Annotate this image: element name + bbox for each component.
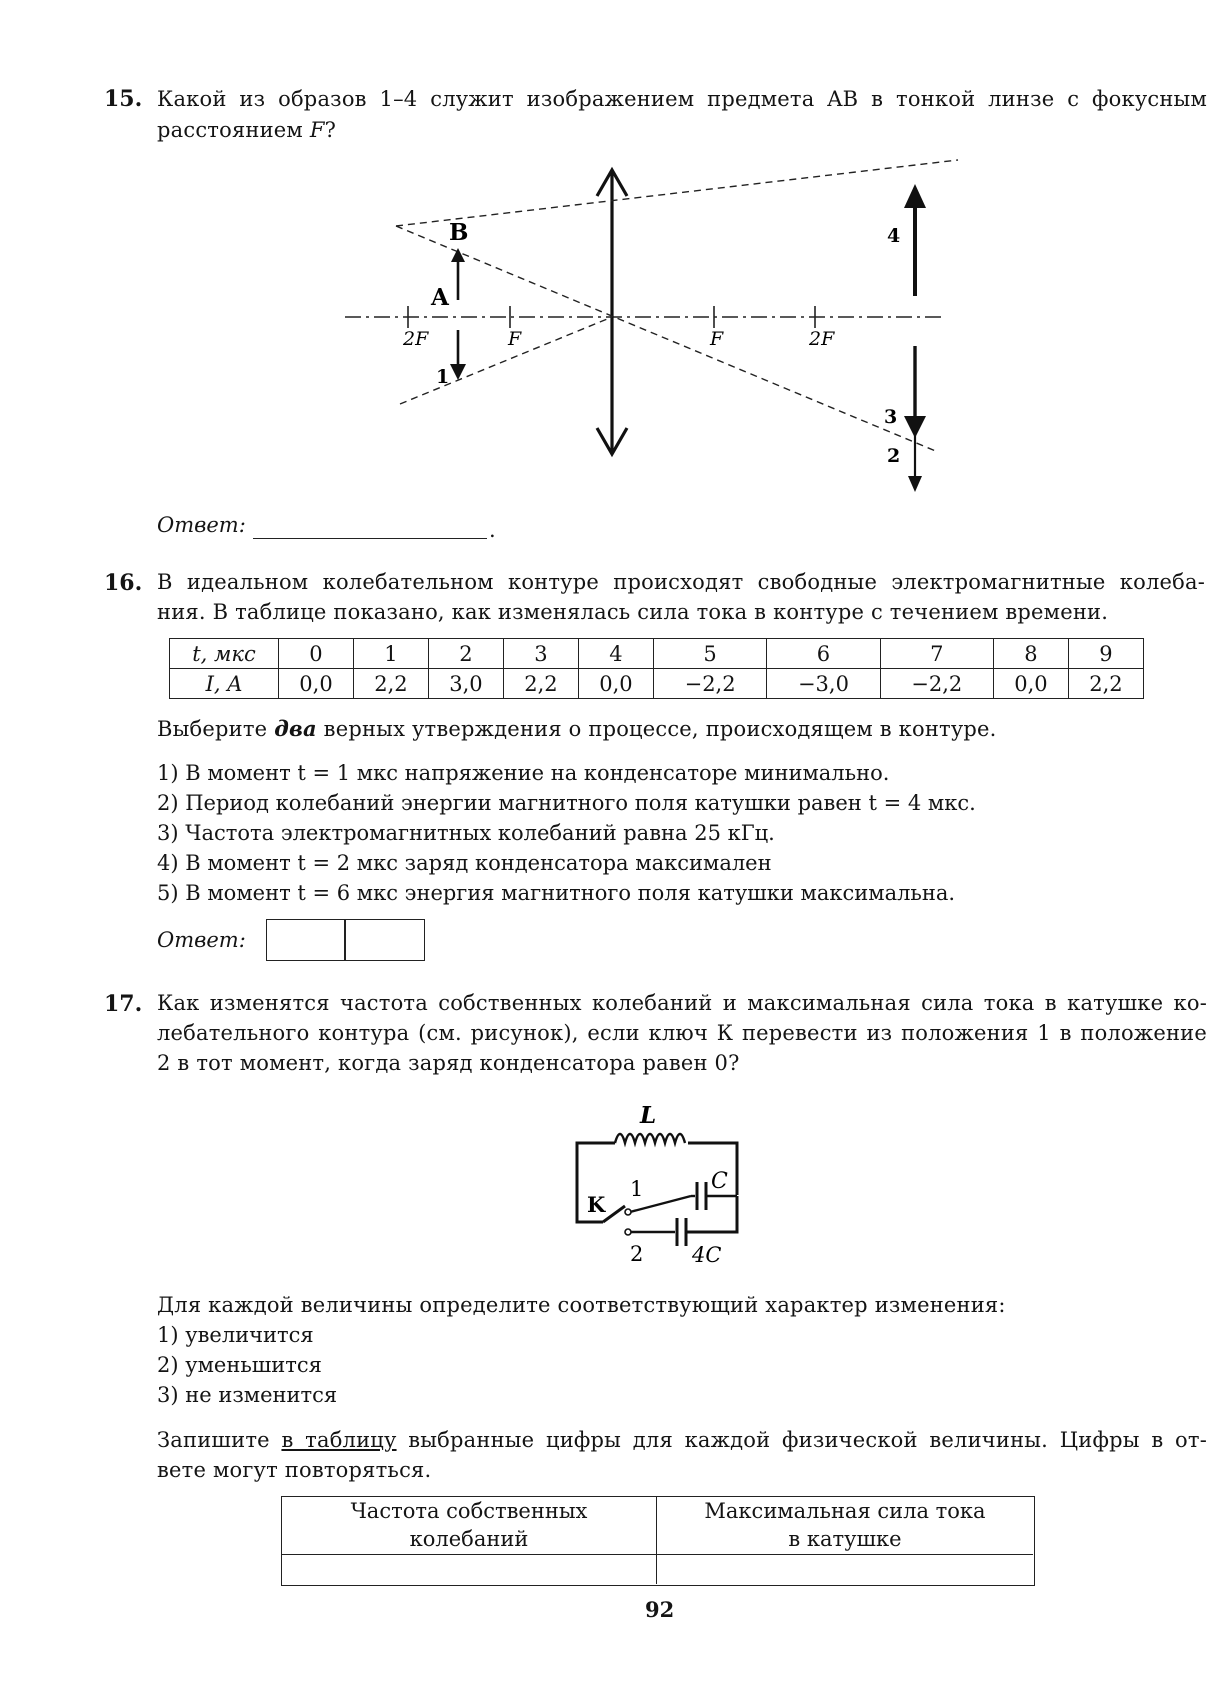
wire-4c-right: [686, 1196, 737, 1232]
q17-text-line1: Как изменятся частота собственных колебаний и максимальная сила тока в катушке ко-: [157, 991, 1207, 1015]
q17-choice: 1) увеличится: [157, 1323, 314, 1347]
q16-instruction: [157, 714, 997, 744]
q17-prompt: Для каждой величины определите соответствующий характер изменения:: [157, 1293, 1006, 1317]
image-2-arrowhead: [908, 476, 922, 492]
cell-t: 9: [1068, 639, 1143, 669]
cell-i: 2,2: [1068, 669, 1143, 699]
q16-option[interactable]: 2) Период колебаний энергии магнитного поля катушки равен t = 4 мкс.: [157, 791, 976, 815]
label-pos-1: 1: [630, 1177, 644, 1201]
q17-answer-table: [281, 1496, 1035, 1586]
q16-answer-label: Ответ:: [157, 928, 246, 952]
cell-i: 2,2: [503, 669, 578, 699]
ray-lower-left: [400, 317, 612, 404]
cell-t: 3: [503, 639, 578, 669]
label-k: K: [587, 1192, 606, 1217]
q16-option[interactable]: 5) В момент t = 6 мкс энергия магнитного поля катушки максимальна.: [157, 881, 956, 905]
label-3: 3: [884, 406, 898, 428]
table-row-time: [170, 639, 1144, 669]
q16-instruction-pre: Выберите: [157, 717, 275, 741]
q17-col2-line2: в катушке: [788, 1527, 902, 1551]
q17-choice: 3) не изменится: [157, 1383, 338, 1407]
switch-contact-1: [625, 1209, 631, 1215]
q17-col2-line1: Максимальная сила тока: [704, 1499, 986, 1523]
cell-t: 5: [653, 639, 766, 669]
cell-i: −2,2: [880, 669, 993, 699]
q17-col1-header: [282, 1497, 657, 1555]
q15-line2-var: F: [309, 118, 325, 142]
q16-text-line2: ния. В таблице показано, как изменялась сила тока в контуре с течением времени.: [157, 600, 1109, 624]
label-2: 2: [887, 445, 901, 467]
cell-i: 0,0: [993, 669, 1068, 699]
q17-col1-line1: Частота собственных: [350, 1499, 588, 1523]
label-f-left: F: [508, 328, 522, 350]
q17-write-line1: [157, 1425, 1207, 1455]
ray-upper: [396, 160, 958, 226]
q17-text-line3: 2 в тот момент, когда заряд конденсатора равен 0?: [157, 1051, 740, 1075]
row-header-current: I, A: [170, 669, 279, 699]
cell-t: 0: [279, 639, 354, 669]
cell-i: 0,0: [578, 669, 653, 699]
q15-answer-label: Ответ:: [157, 513, 246, 537]
q17-write-post: выбранные цифры для каждой физической величины. Цифры в от-: [396, 1428, 1207, 1452]
cell-t: 4: [578, 639, 653, 669]
q16-text-line1: В идеальном колебательном контуре происходят свободные электромагнитные колеба-: [157, 570, 1205, 594]
q17-answer-cell-1[interactable]: [282, 1555, 657, 1584]
label-4c: 4C: [692, 1243, 722, 1267]
circuit-diagram: [0, 1090, 1222, 1270]
q16-option[interactable]: 1) В момент t = 1 мкс напряжение на конденсаторе минимально.: [157, 761, 890, 785]
row-header-time: t, мкс: [170, 639, 279, 669]
q15-text-line1: Какой из образов 1–4 служит изображением предмета AB в тонкой линзе с фокусным: [157, 87, 1207, 111]
q17-choice: 2) уменьшится: [157, 1353, 322, 1377]
q16-instruction-post: верных утверждения о процессе, происходящем в контуре.: [316, 717, 997, 741]
lens-diagram: [0, 0, 1222, 520]
inductor-coil: [615, 1134, 685, 1143]
q17-write-line2: вете могут повторяться.: [157, 1458, 432, 1482]
cell-t: 8: [993, 639, 1068, 669]
image-1-arrowhead: [450, 364, 466, 380]
q17-write-pre: Запишите: [157, 1428, 282, 1452]
q17-col2-header: [657, 1497, 1033, 1555]
cell-t: 2: [428, 639, 503, 669]
switch-contact-2: [625, 1229, 631, 1235]
q17-col1-line2: колебаний: [409, 1527, 529, 1551]
q16-answer-box-2[interactable]: [344, 919, 425, 961]
label-c: C: [711, 1169, 728, 1194]
table-row-current: [170, 669, 1144, 699]
cell-i: 2,2: [353, 669, 428, 699]
label-2f-left: 2F: [403, 328, 429, 350]
q15-number: 15.: [104, 86, 143, 112]
q16-option[interactable]: 3) Частота электромагнитных колебаний равна 25 кГц.: [157, 821, 775, 845]
switch-k: [603, 1206, 625, 1222]
cell-t: 1: [353, 639, 428, 669]
q16-answer-box-1[interactable]: [266, 919, 346, 961]
label-a: A: [431, 284, 449, 311]
label-2f-right: 2F: [809, 328, 835, 350]
q17-write-underlined: в таблицу: [281, 1428, 397, 1452]
image-4-arrowhead: [904, 184, 926, 208]
q15-answer-line[interactable]: [253, 538, 487, 539]
q15-line2-prefix: расстоянием: [157, 118, 310, 142]
q16-number: 16.: [104, 570, 143, 596]
label-1: 1: [436, 366, 450, 388]
q17-number: 17.: [104, 991, 143, 1017]
label-f-right: F: [710, 328, 724, 350]
cell-i: −2,2: [653, 669, 766, 699]
q17-text-line2: лебательного контура (см. рисунок), если ключ К перевести из положения 1 в положение: [157, 1021, 1207, 1045]
cell-i: 3,0: [428, 669, 503, 699]
ray-down-right: [396, 226, 938, 452]
label-b: B: [449, 219, 469, 246]
label-4: 4: [887, 225, 901, 247]
cell-i: 0,0: [279, 669, 354, 699]
label-l: L: [640, 1102, 657, 1129]
q16-option[interactable]: 4) В момент t = 2 мкс заряд конденсатора максимален: [157, 851, 772, 875]
cell-t: 7: [880, 639, 993, 669]
q15-line2-suffix: ?: [324, 118, 337, 142]
q16-data-table: [169, 638, 1144, 699]
cell-t: 6: [767, 639, 880, 669]
page-number: 92: [645, 1597, 675, 1622]
cell-i: −3,0: [767, 669, 880, 699]
q17-answer-cell-2[interactable]: [657, 1555, 1033, 1584]
q15-answer-dot: .: [489, 518, 496, 542]
label-pos-2: 2: [630, 1242, 644, 1266]
q16-instruction-emph: два: [274, 716, 317, 741]
